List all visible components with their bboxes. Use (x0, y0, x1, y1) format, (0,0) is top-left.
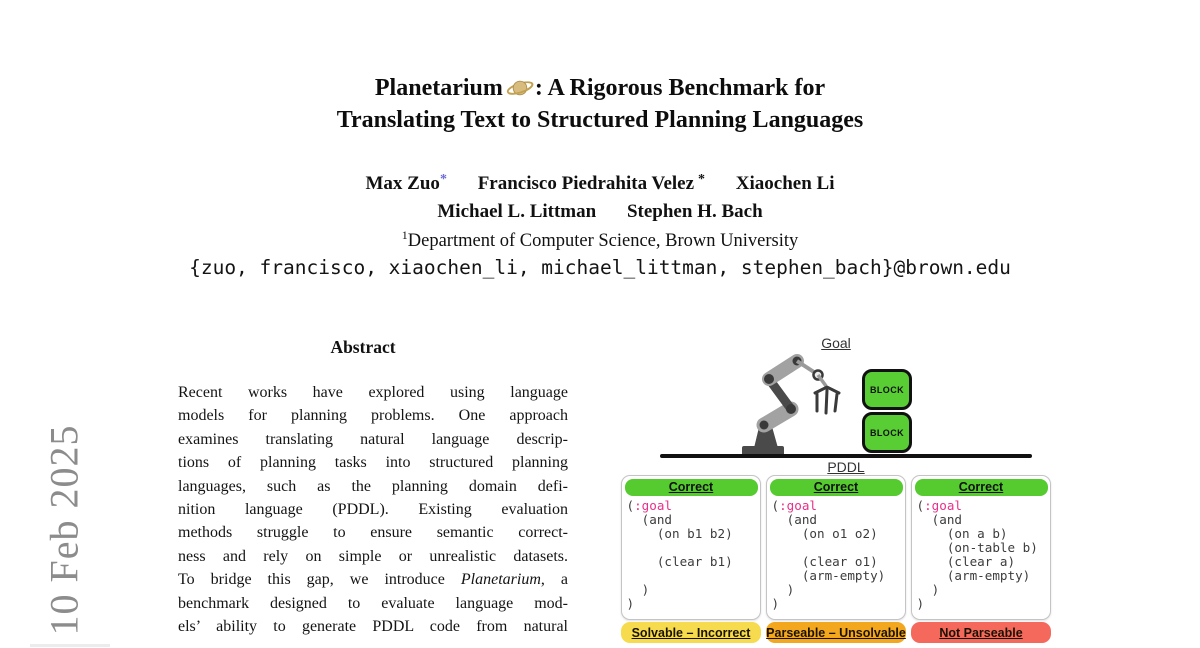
abstract-line: Recent works have explored using language (178, 384, 568, 401)
pddl-card-3 (911, 475, 1051, 620)
abstract-line: models for planning problems. One approach (178, 407, 568, 425)
author-name: Francisco Piedrahita Velez * (477, 172, 706, 194)
abstract-line: els’ ability to generate PDDL code from natural (178, 617, 568, 635)
pddl-code-3: (:goal (and (on a b) (on-table b) (clear a) (arm-empty) ) ) (916, 498, 1038, 611)
result-badge-not-parseable: Not Parseable (911, 622, 1051, 643)
robot-claw (815, 387, 839, 413)
result-badge-parseable-unsolvable: Parseable – Unsolvable (766, 622, 906, 643)
block-top: BLOCK (862, 369, 912, 410)
author-name: Xiaochen Li (735, 173, 835, 194)
abstract-line: nition language (PDDL). Existing evaluation (178, 500, 568, 518)
abstract-text (178, 381, 568, 638)
pddl-cards-row (621, 475, 1051, 620)
abstract-line: To bridge this gap, we introduce Planetarium, a (178, 571, 568, 589)
robot-arm-illustration (690, 345, 850, 460)
correct-header-badge: Correct (625, 479, 758, 496)
author-name: Max Zuo* (365, 172, 447, 194)
goal-label: Goal (821, 335, 851, 351)
goal-keyword: :goal (924, 498, 963, 513)
abstract-line: tions of planning tasks into structured planning (178, 454, 568, 472)
paper-title-line1: Planetarium : A Rigorous Benchmark for (374, 75, 826, 101)
author-mark: * (698, 172, 706, 187)
author-name: Michael L. Littman (437, 201, 597, 222)
correct-header-badge: Correct (915, 479, 1048, 496)
arxiv-sidebar-mark (30, 644, 110, 647)
pddl-label: PDDL (827, 459, 865, 475)
abstract-line: examines translating natural language descrip- (178, 430, 568, 448)
affiliation-superscript: 1 (401, 228, 408, 242)
pddl-code-1: (:goal (and (on b1 b2) (clear b1) ) ) (626, 498, 733, 611)
table-surface-line (660, 454, 1032, 458)
abstract-line: methods struggle to ensure semantic correct- (178, 524, 568, 542)
abstract-line: ness and rely on simple or unrealistic datasets. (178, 547, 568, 565)
author-name: Stephen H. Bach (626, 201, 763, 222)
goal-keyword: :goal (634, 498, 673, 513)
saturn-icon (506, 77, 534, 99)
result-badge-solvable-incorrect: Solvable – Incorrect (621, 622, 761, 643)
abstract-line: benchmark designed to evaluate language mod- (178, 594, 568, 612)
author-mark: * (439, 172, 447, 187)
affiliation-line: $^1$Department of Computer Science, Brown University (401, 228, 799, 252)
abstract-line: languages, such as the planning domain defi- (178, 477, 568, 495)
result-badges-row (621, 622, 1051, 643)
goal-keyword: :goal (779, 498, 818, 513)
correct-header-badge: Correct (770, 479, 903, 496)
arxiv-date-vertical: 10 Feb 2025 (41, 424, 87, 636)
email-line: {zuo, francisco, xiaochen_li, michael_littman, stephen_bach}@brown.edu (189, 256, 1011, 279)
block-bottom: BLOCK (862, 412, 912, 453)
pddl-card-2 (766, 475, 906, 620)
pddl-code-2: (:goal (and (on o1 o2) (clear o1) (arm-empty) ) ) (771, 498, 886, 611)
authors-row-2 (0, 201, 1200, 223)
abstract-heading: Abstract (330, 337, 396, 357)
pddl-card-1 (621, 475, 761, 620)
authors-row-1 (0, 172, 1200, 195)
paper-title-line2: Translating Text to Structured Planning Languages (336, 107, 864, 133)
paper-title (0, 72, 1200, 136)
